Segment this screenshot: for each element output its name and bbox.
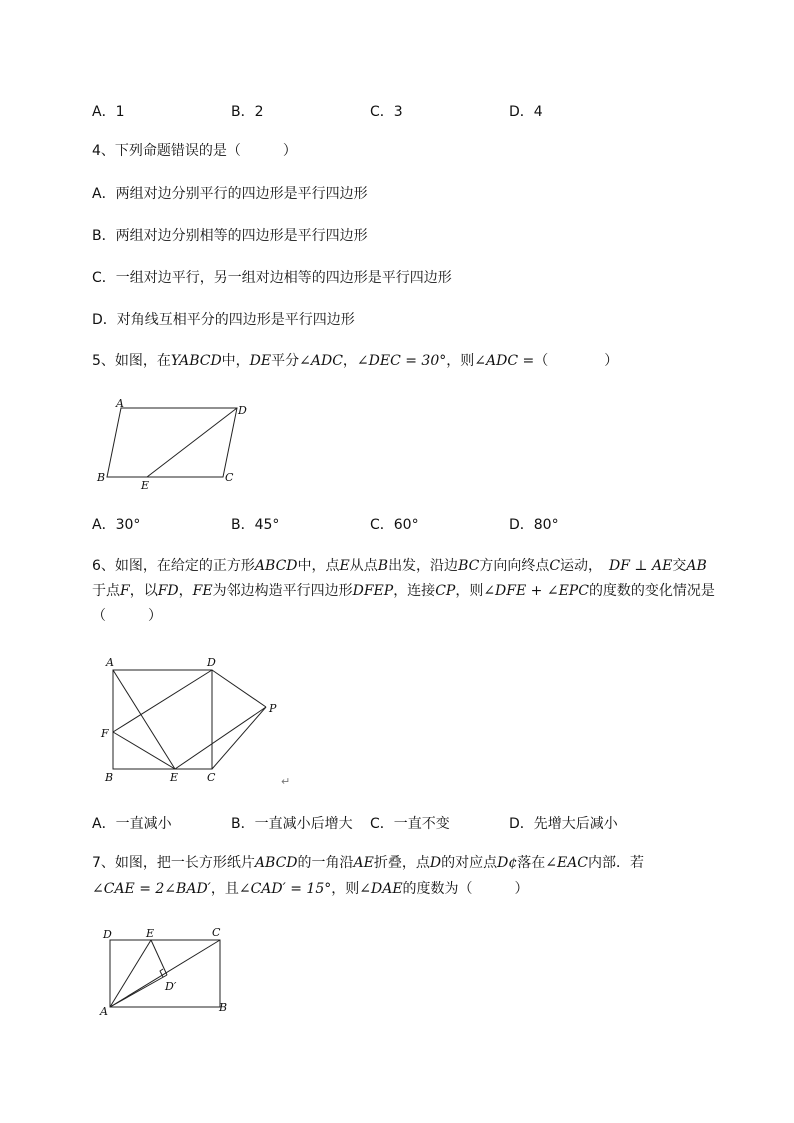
q7-segment-ae: AE — [353, 855, 374, 871]
q7-text: ，且 — [210, 881, 239, 897]
q6-option-a: A．一直减小 — [92, 816, 172, 832]
q6-point-f: F — [120, 583, 130, 599]
q5-stem-part: ， — [342, 353, 357, 369]
q5-stem-part: 中， — [221, 353, 250, 369]
q7-text: 内部．若 — [588, 855, 645, 871]
q4-option-b: B．两组对边分别相等的四边形是平行四边形 — [92, 228, 368, 244]
q6-text: 于点 — [92, 583, 120, 599]
q5-stem-part: 平分 — [271, 353, 300, 369]
q7-label-a: A — [100, 1005, 108, 1018]
q7-point-d: D — [429, 855, 442, 871]
q4-option-d: D．对角线互相平分的四边形是平行四边形 — [92, 312, 355, 328]
q5-stem-part: 5、如图，在 — [92, 353, 171, 369]
q5-angle-adc: ∠ADC — [299, 353, 343, 369]
q7-answer-blank: 的度数为（ ） — [402, 881, 529, 897]
q5-answer-blank: （ ） — [534, 353, 619, 369]
q7-angle-relation: ∠CAE = 2∠BAD′ — [92, 881, 211, 897]
q7-text: 7、如图，把一长方形纸片 — [92, 855, 255, 871]
q7-label-d-prime: D′ — [165, 980, 177, 993]
q6-text: 交 — [672, 558, 687, 574]
q6-text: 从点 — [349, 558, 378, 574]
q6-label-f: F — [101, 727, 109, 740]
q5-label-d: D — [238, 404, 247, 417]
q6-text: 出发，沿边 — [388, 558, 459, 574]
q5-label-c: C — [225, 471, 234, 484]
q6-point-c: C — [549, 558, 561, 574]
q6-label-d: D — [207, 656, 216, 669]
q6-text: 运动， — [560, 558, 610, 574]
q6-side-ab: AB — [686, 558, 707, 574]
q6-segment-fd: FD — [157, 583, 179, 599]
q3-option-c: C．3 — [370, 104, 403, 120]
q6-option-b: B．一直减小后增大 — [231, 816, 353, 832]
q6-label-b: B — [105, 771, 114, 784]
q7-segment-ed-prime — [151, 940, 167, 975]
q6-answer-blank: （ ） — [92, 608, 162, 624]
q6-text: ， — [178, 583, 193, 599]
q5-angle-dec: ∠DEC = 30° — [356, 353, 447, 369]
q6-text: ，以 — [129, 583, 158, 599]
q7-text: 折叠，点 — [373, 855, 430, 871]
q6-angle-sum: ∠DFE + ∠EPC — [483, 583, 589, 599]
q6-text: 6、如图，在给定的正方形 — [92, 558, 255, 574]
q4-option-a: A．两组对边分别平行的四边形是平行四边形 — [92, 186, 368, 202]
q7-text: ，则 — [331, 881, 360, 897]
q5-label-b: B — [97, 471, 106, 484]
q7-angle-eac: ∠EAC — [545, 855, 589, 871]
q6-text: 的度数的变化情况是 — [588, 583, 715, 599]
q7-text: 落在 — [517, 855, 546, 871]
q3-option-d: D．4 — [509, 104, 543, 120]
q7-angle-cad-prime: ∠CAD′ = 15° — [238, 881, 332, 897]
q5-option-c: C．60° — [370, 517, 419, 533]
q7-angle-dae: ∠DAE — [359, 881, 403, 897]
q6-df-perp-ae: DF ⊥ AE — [609, 558, 673, 574]
q6-label-a: A — [106, 656, 114, 669]
q3-option-a: A．1 — [92, 104, 125, 120]
q7-fold-ae — [110, 940, 151, 1007]
q5-segment-de: DE — [249, 353, 272, 369]
q6-text: 中，点 — [297, 558, 340, 574]
q4-stem: 4、下列命题错误的是（ ） — [92, 143, 297, 159]
q6-point-b: B — [377, 558, 389, 574]
q6-segment-fe: FE — [192, 583, 213, 599]
q6-segment-cp: CP — [435, 583, 456, 599]
q6-label-p: P — [269, 702, 277, 715]
q3-option-b: B．2 — [231, 104, 264, 120]
q5-option-a: A．30° — [92, 517, 141, 533]
q6-text: 方向向终点 — [479, 558, 550, 574]
q7-diagonal-ac — [110, 940, 220, 1007]
q6-option-c: C．一直不变 — [370, 816, 450, 832]
q5-option-d: D．80° — [509, 517, 559, 533]
q7-label-b: B — [219, 1001, 228, 1014]
q7-label-d: D — [103, 928, 112, 941]
q7-text: 的对应点 — [441, 855, 498, 871]
q6-return-mark: ↵ — [281, 775, 291, 788]
q6-point-e: E — [339, 558, 350, 574]
q5-parallelogram-symbol: YABCD — [170, 353, 222, 369]
q7-point-d-prime: D¢ — [497, 855, 518, 871]
q6-side-bc: BC — [458, 558, 480, 574]
q6-square-abcd: ABCD — [254, 558, 298, 574]
q5-angle-adc-question: ∠ADC = — [474, 353, 535, 369]
q7-label-c: C — [212, 926, 221, 939]
q6-option-d: D．先增大后减小 — [509, 816, 618, 832]
q4-option-c: C．一组对边平行，另一组对边相等的四边形是平行四边形 — [92, 270, 452, 286]
q7-rect-abcd: ABCD — [254, 855, 298, 871]
q6-text: 为邻边构造平行四边形 — [212, 583, 353, 599]
q6-label-e: E — [170, 771, 179, 784]
q6-label-c: C — [207, 771, 216, 784]
q5-label-e: E — [141, 479, 150, 492]
q5-option-b: B．45° — [231, 517, 280, 533]
q5-label-a: A — [116, 397, 124, 410]
q6-text: ，则 — [455, 583, 484, 599]
q6-parallelogram-dfep: DFEP — [352, 583, 394, 599]
q7-text: 的一角沿 — [297, 855, 354, 871]
q7-segment-ad-prime — [110, 975, 167, 1007]
q5-stem-part: ，则 — [446, 353, 475, 369]
q7-label-e: E — [146, 927, 155, 940]
q6-text: ，连接 — [393, 583, 436, 599]
